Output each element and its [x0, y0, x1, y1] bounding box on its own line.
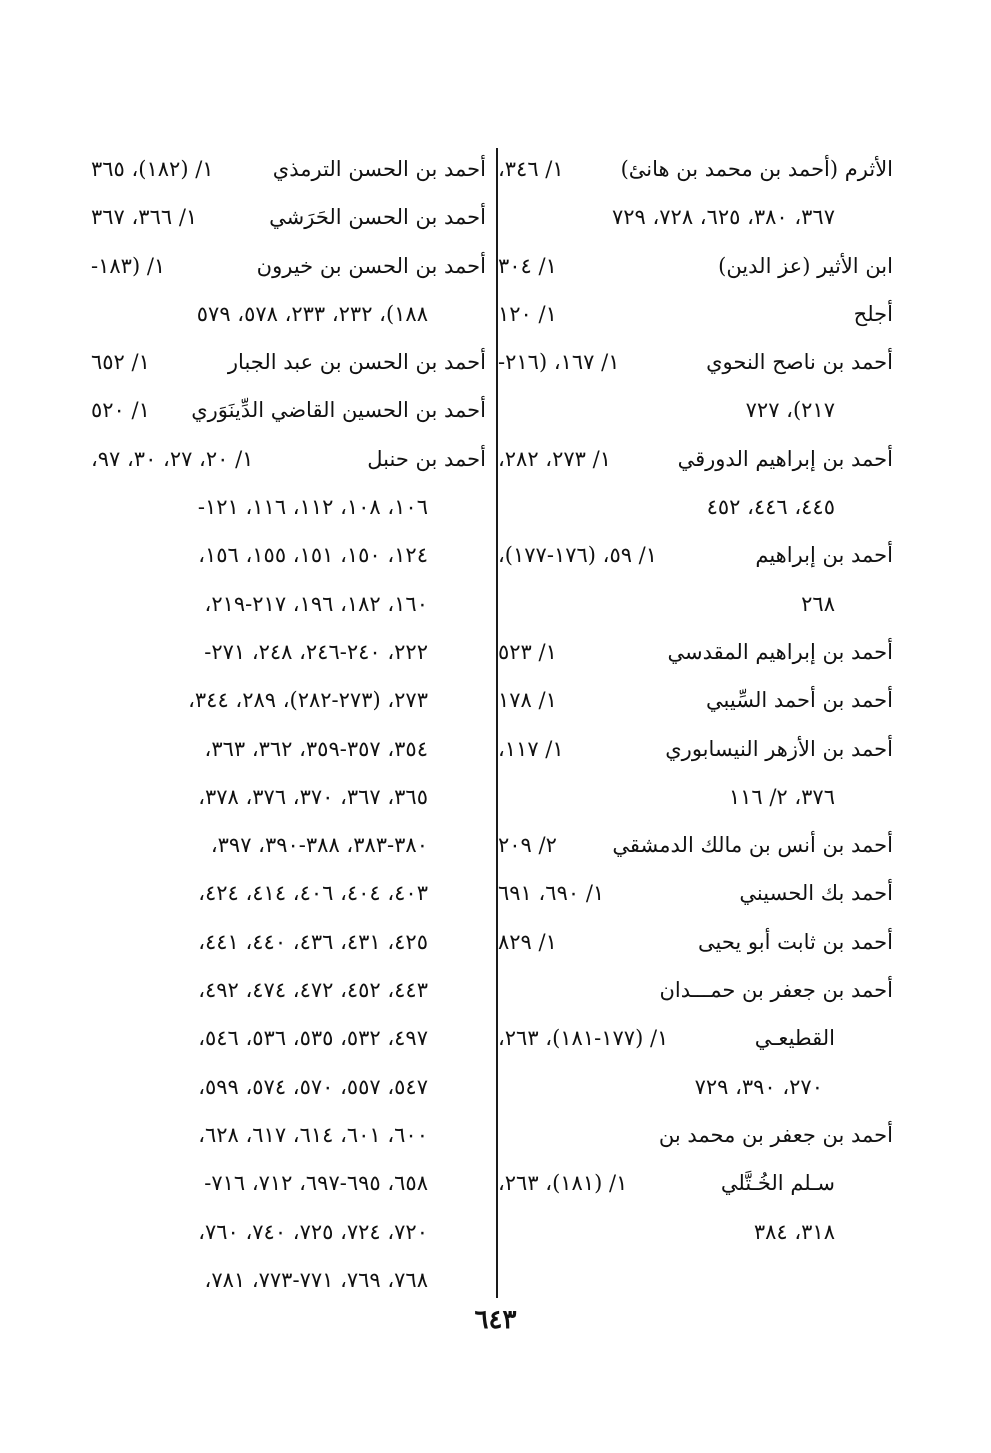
entry-page-refs: ٢/ ٢٠٩ — [498, 833, 557, 858]
entry-refs-continuation: ٥٤٧، ٥٥٧، ٥٧٠، ٥٧٤، ٥٩٩، — [198, 1074, 428, 1099]
entry-name: أحمد بن أحمد السِّيبي — [706, 688, 893, 713]
page-number: ٦٤٣ — [474, 1305, 517, 1335]
entry-refs-continuation: ٣٥٤، ٣٥٧-٣٥٩، ٣٦٢، ٣٦٣، — [204, 736, 428, 761]
index-entry — [498, 628, 893, 676]
entry-refs-continuation: ٧٢٠، ٧٢٤، ٧٢٥، ٧٤٠، ٧٦٠، — [198, 1219, 428, 1244]
entry-name: أحمد بن أنس بن مالك الدمشقي — [612, 833, 893, 858]
entry-refs-continuation: ٢١٧)، ٧٢٧ — [745, 398, 835, 423]
index-entry — [498, 676, 893, 724]
index-entry — [91, 386, 486, 434]
entry-refs-continuation: ٣١٨، ٣٨٤ — [753, 1219, 835, 1244]
entry-refs-continuation: ٤٤٥، ٤٤٦، ٤٥٢ — [706, 495, 835, 520]
entry-refs-continuation: ٤٤٣، ٤٥٢، ٤٧٢، ٤٧٤، ٤٩٢، — [198, 978, 428, 1003]
index-entry — [498, 290, 893, 338]
entry-name: أحمد بن الحسن الحَرَشي — [269, 205, 486, 230]
index-entry-continued-name — [498, 1014, 893, 1062]
entry-page-refs: ١/ ٦٩٠، ٦٩١ — [498, 881, 605, 906]
entry-page-refs: ١/ ٣٦٦، ٣٦٧ — [91, 205, 198, 230]
entry-refs-continuation: ٣٦٧، ٣٨٠، ٦٢٥، ٧٢٨، ٧٢٩ — [611, 205, 835, 230]
entry-name-part: سـلم الخُـتَّلي — [720, 1171, 835, 1196]
entry-page-refs: ١/ (١٨٣- — [91, 253, 166, 278]
entry-name: أحمد بن إبراهيم المقدسي — [667, 639, 893, 664]
index-entry — [498, 531, 893, 579]
index-column-left — [91, 145, 486, 1304]
entry-refs-continuation: ٦٥٨، ٦٩٥-٦٩٧، ٧١٢، ٧١٦- — [204, 1171, 428, 1196]
index-entry — [91, 435, 486, 483]
index-entry — [91, 338, 486, 386]
entry-name-line: أحمد بن جعفر بن محمد بن — [658, 1122, 893, 1147]
entry-refs-continuation: ٣٦٥، ٣٦٧، ٣٧٠، ٣٧٦، ٣٧٨، — [198, 784, 428, 809]
entry-page-refs: ١/ (١٨١)، ٢٦٣، — [498, 1171, 628, 1196]
entry-refs-continuation: ٦٠٠، ٦٠١، ٦١٤، ٦١٧، ٦٢٨، — [198, 1122, 428, 1147]
entry-name: ابن الأثير (عز الدين) — [718, 253, 893, 278]
entry-name: أجلح — [853, 301, 893, 326]
index-entry — [498, 918, 893, 966]
entry-page-refs: ١/ ١٢٠ — [498, 301, 557, 326]
entry-name: أحمد بن الأزهر النيسابوري — [665, 736, 893, 761]
entry-page-refs: ١/ ٣٠٤ — [498, 253, 557, 278]
entry-refs-continuation: ٤٢٥، ٤٣١، ٤٣٦، ٤٤٠، ٤٤١، — [198, 929, 428, 954]
entry-name: أحمد بك الحسيني — [739, 881, 893, 906]
entry-page-refs: ١/ ٢٠، ٢٧، ٣٠، ٩٧، — [91, 446, 254, 471]
entry-name: أحمد بن الحسن بن خيرون — [256, 253, 486, 278]
index-entry-continued-name — [498, 1159, 893, 1207]
index-entry — [498, 242, 893, 290]
entry-name: أحمد بن إبراهيم الدورقي — [677, 446, 893, 471]
index-entry — [498, 145, 893, 193]
entry-refs-continuation: ٢٧٣، (٢٧٣-٢٨٢)، ٢٨٩، ٣٤٤، — [188, 688, 428, 713]
entry-refs-continuation: ٢٧٠، ٣٩٠، ٧٢٩ — [694, 1074, 823, 1099]
entry-refs-continuation: ٧٦٨، ٧٦٩، ٧٧١-٧٧٣، ٧٨١، — [204, 1267, 428, 1292]
index-entry — [91, 242, 486, 290]
entry-page-refs: ١/ ٦٥٢ — [91, 350, 150, 375]
entry-refs-continuation: ٤٩٧، ٥٣٢، ٥٣٥، ٥٣٦، ٥٤٦، — [198, 1026, 428, 1051]
entry-refs-continuation: ٣٧٦، ٢/ ١١٦ — [728, 784, 835, 809]
entry-refs-continuation: ١٦٠، ١٨٢، ١٩٦، ٢١٧-٢١٩، — [204, 591, 428, 616]
entry-refs-continuation: ٣٨٠-٣٨٣، ٣٨٨-٣٩٠، ٣٩٧، — [210, 833, 428, 858]
entry-page-refs: ١/ ٨٢٩ — [498, 929, 557, 954]
entry-refs-continuation: ٢٦٨ — [801, 591, 835, 616]
index-entry — [91, 145, 486, 193]
entry-page-refs: ١/ ٥٩، (١٧٦-١٧٧)، — [498, 543, 658, 568]
entry-page-refs: ١/ ٥٢٣ — [498, 639, 557, 664]
entry-name: أحمد بن حنبل — [367, 446, 486, 471]
entry-refs-continuation: ٢٢٢، ٢٤٠-٢٤٦، ٢٤٨، ٢٧١- — [204, 639, 428, 664]
entry-page-refs: ١/ (١٧٧-١٨١)، ٢٦٣، — [498, 1026, 669, 1051]
entry-refs-continuation: ١٨٨)، ٢٣٢، ٢٣٣، ٥٧٨، ٥٧٩ — [196, 301, 428, 326]
entry-name: أحمد بن الحسين القاضي الدِّينَوَري — [191, 398, 486, 423]
index-entry — [498, 821, 893, 869]
entry-page-refs: ١/ (١٨٢)، ٣٦٥ — [91, 157, 214, 181]
entry-refs-continuation: ١٢٤، ١٥٠، ١٥١، ١٥٥، ١٥٦، — [198, 543, 428, 568]
index-entry — [498, 338, 893, 386]
entry-name: أحمد بن ثابت أبو يحيى — [698, 929, 893, 954]
entry-page-refs: ١/ ١١٧، — [498, 736, 564, 761]
entry-page-refs: ١/ ١٦٧، (٢١٦- — [498, 350, 620, 375]
column-divider — [496, 148, 498, 1298]
entry-name-part: القطيعـي — [754, 1026, 835, 1051]
index-entry — [498, 725, 893, 773]
entry-name: أحمد بن الحسن بن عبد الجبار — [227, 350, 486, 375]
entry-page-refs: ١/ ٥٢٠ — [91, 398, 150, 423]
index-column-right — [498, 145, 893, 1256]
entry-name: أحمد بن الحسن الترمذي — [272, 157, 486, 181]
entry-name: أحمد بن إبراهيم — [755, 543, 893, 568]
entry-refs-continuation: ١٠٦، ١٠٨، ١١٢، ١١٦، ١٢١- — [197, 495, 428, 520]
entry-name: الأثرم (أحمد بن محمد بن هانئ) — [620, 157, 893, 181]
entry-name-line: أحمد بن جعفر بن حمـــدان — [659, 978, 893, 1003]
index-entry — [498, 869, 893, 917]
entry-page-refs: ١/ ١٧٨ — [498, 688, 557, 713]
entry-refs-continuation: ٤٠٣، ٤٠٤، ٤٠٦، ٤١٤، ٤٢٤، — [198, 881, 428, 906]
entry-page-refs: ١/ ٢٧٣، ٢٨٢، — [498, 446, 611, 471]
index-entry — [91, 193, 486, 241]
entry-name: أحمد بن ناصح النحوي — [706, 350, 893, 375]
index-entry — [498, 435, 893, 483]
entry-page-refs: ١/ ٣٤٦، — [498, 157, 564, 181]
